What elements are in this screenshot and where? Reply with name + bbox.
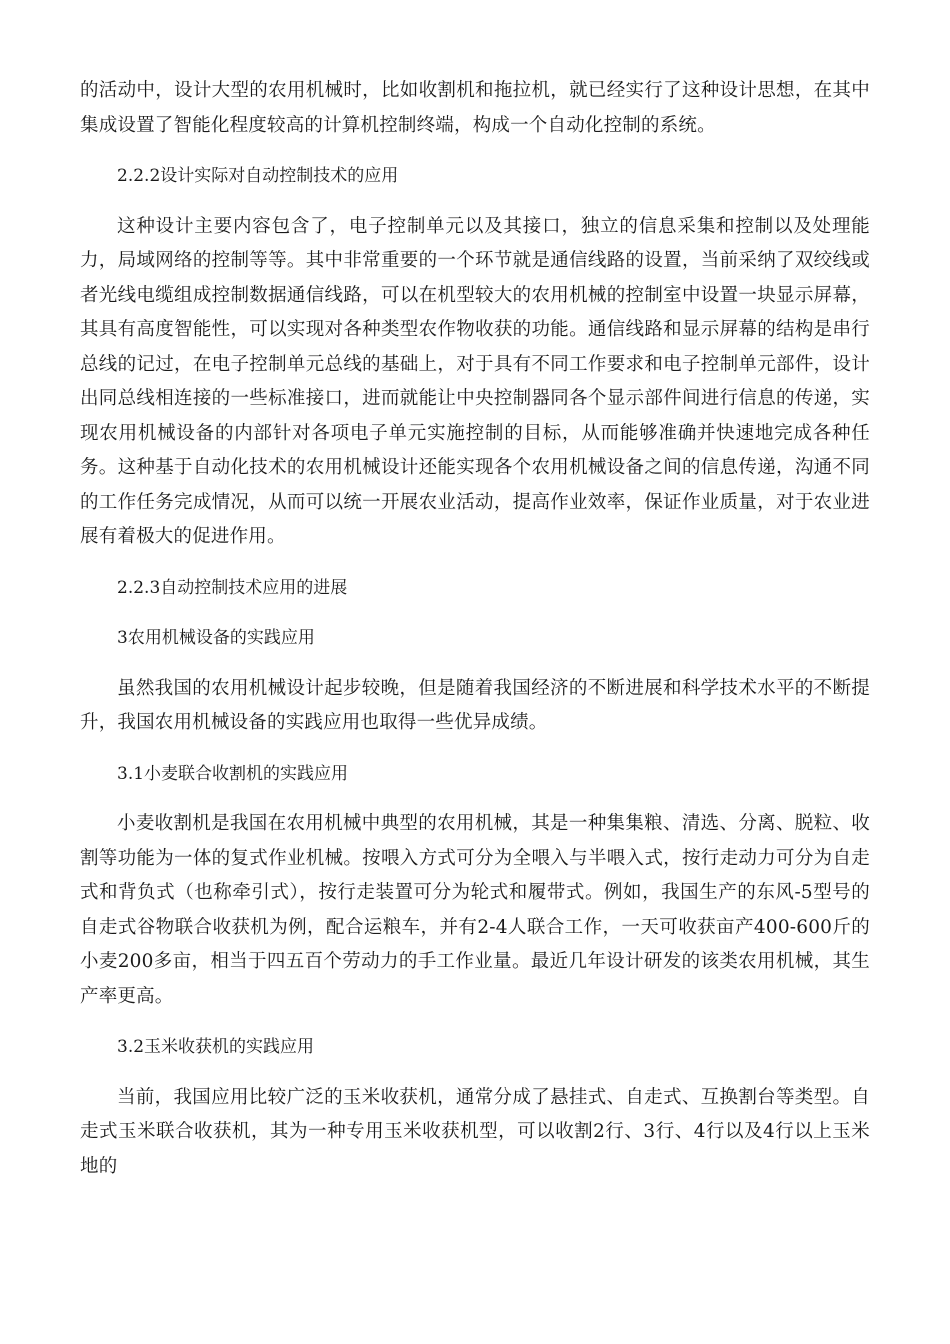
- section-heading-3: 3农用机械设备的实践应用: [117, 628, 315, 648]
- paragraph-design-content: 这种设计主要内容包含了，电子控制单元以及其接口，独立的信息采集和控制以及处理能力，局域网络的控制等等。其中非常重要的一个环节就是通信线路的设置，当前采纳了双绞线或者光线电缆组成控制数据通信线路，可以在机型较大的农用机械的控制室中设置一块显示屏幕，其具有高度智能性，可以实现对各种类型农作物收获的功能。通信线路和显示屏幕的结构是串行总线的记过，在电子控制单元总线的基础上，对于具有不同工作要求和电子控制单元部件，设计出同总线相连接的一些标准接口，进而就能让中央控制器同各个显示部件间进行信息的传递，实现农用机械设备的内部针对各项电子单元实施控制的目标，从而能够准确并快速地完成各种任务。这种基于自动化技术的农用机械设计还能实现各个农用机械设备之间的信息传递，沟通不同的工作任务完成情况，从而可以统一开展农业活动，提高作业效率，保证作业质量，对于农业进展有着极大的促进作用。: [80, 215, 870, 547]
- paragraph-corn-harvester: 当前，我国应用比较广泛的玉米收获机，通常分成了悬挂式、自走式、互换割台等类型。自走式玉米联合收获机，其为一种专用玉米收获机型，可以收割2行、3行、4行以及4行以上玉米地的: [80, 1086, 870, 1177]
- section-heading-2-2-3: 2.2.3自动控制技术应用的进展: [117, 577, 348, 598]
- paragraph-wheat-harvester: 小麦收割机是我国在农用机械中典型的农用机械，其是一种集集粮、清选、分离、脱粒、收割等功能为一体的复式作业机械。按喂入方式可分为全喂入与半喂入式，按行走动力可分为自走式和背负式（也称牵引式），按行走装置可分为轮式和履带式。例如，我国生产的东风-5型号的自走式谷物联合收获机为例，配合运粮车，并有2-4人联合工作，一天可收获亩产400-600斤的小麦200多亩，相当于四五百个劳动力的手工作业量。最近几年设计研发的该类农用机械，其生产率更高。: [80, 813, 870, 1007]
- document-page: [80, 74, 870, 1184]
- paragraph-intro-continuation: 的活动中，设计大型的农用机械时，比如收割机和拖拉机，就已经实行了这种设计思想，在其中集成设置了智能化程度较高的计算机控制终端，构成一个自动化控制的系统。: [80, 80, 870, 136]
- section-heading-2-2-2: 2.2.2设计实际对自动控制技术的应用: [117, 166, 399, 186]
- section-heading-3-1: 3.1小麦联合收割机的实践应用: [117, 763, 349, 784]
- paragraph-practice-intro: 虽然我国的农用机械设计起步较晚，但是随着我国经济的不断进展和科学技术水平的不断提升，我国农用机械设备的实践应用也取得一些优异成绩。: [80, 677, 870, 733]
- section-heading-3-2: 3.2玉米收获机的实践应用: [117, 1037, 315, 1057]
